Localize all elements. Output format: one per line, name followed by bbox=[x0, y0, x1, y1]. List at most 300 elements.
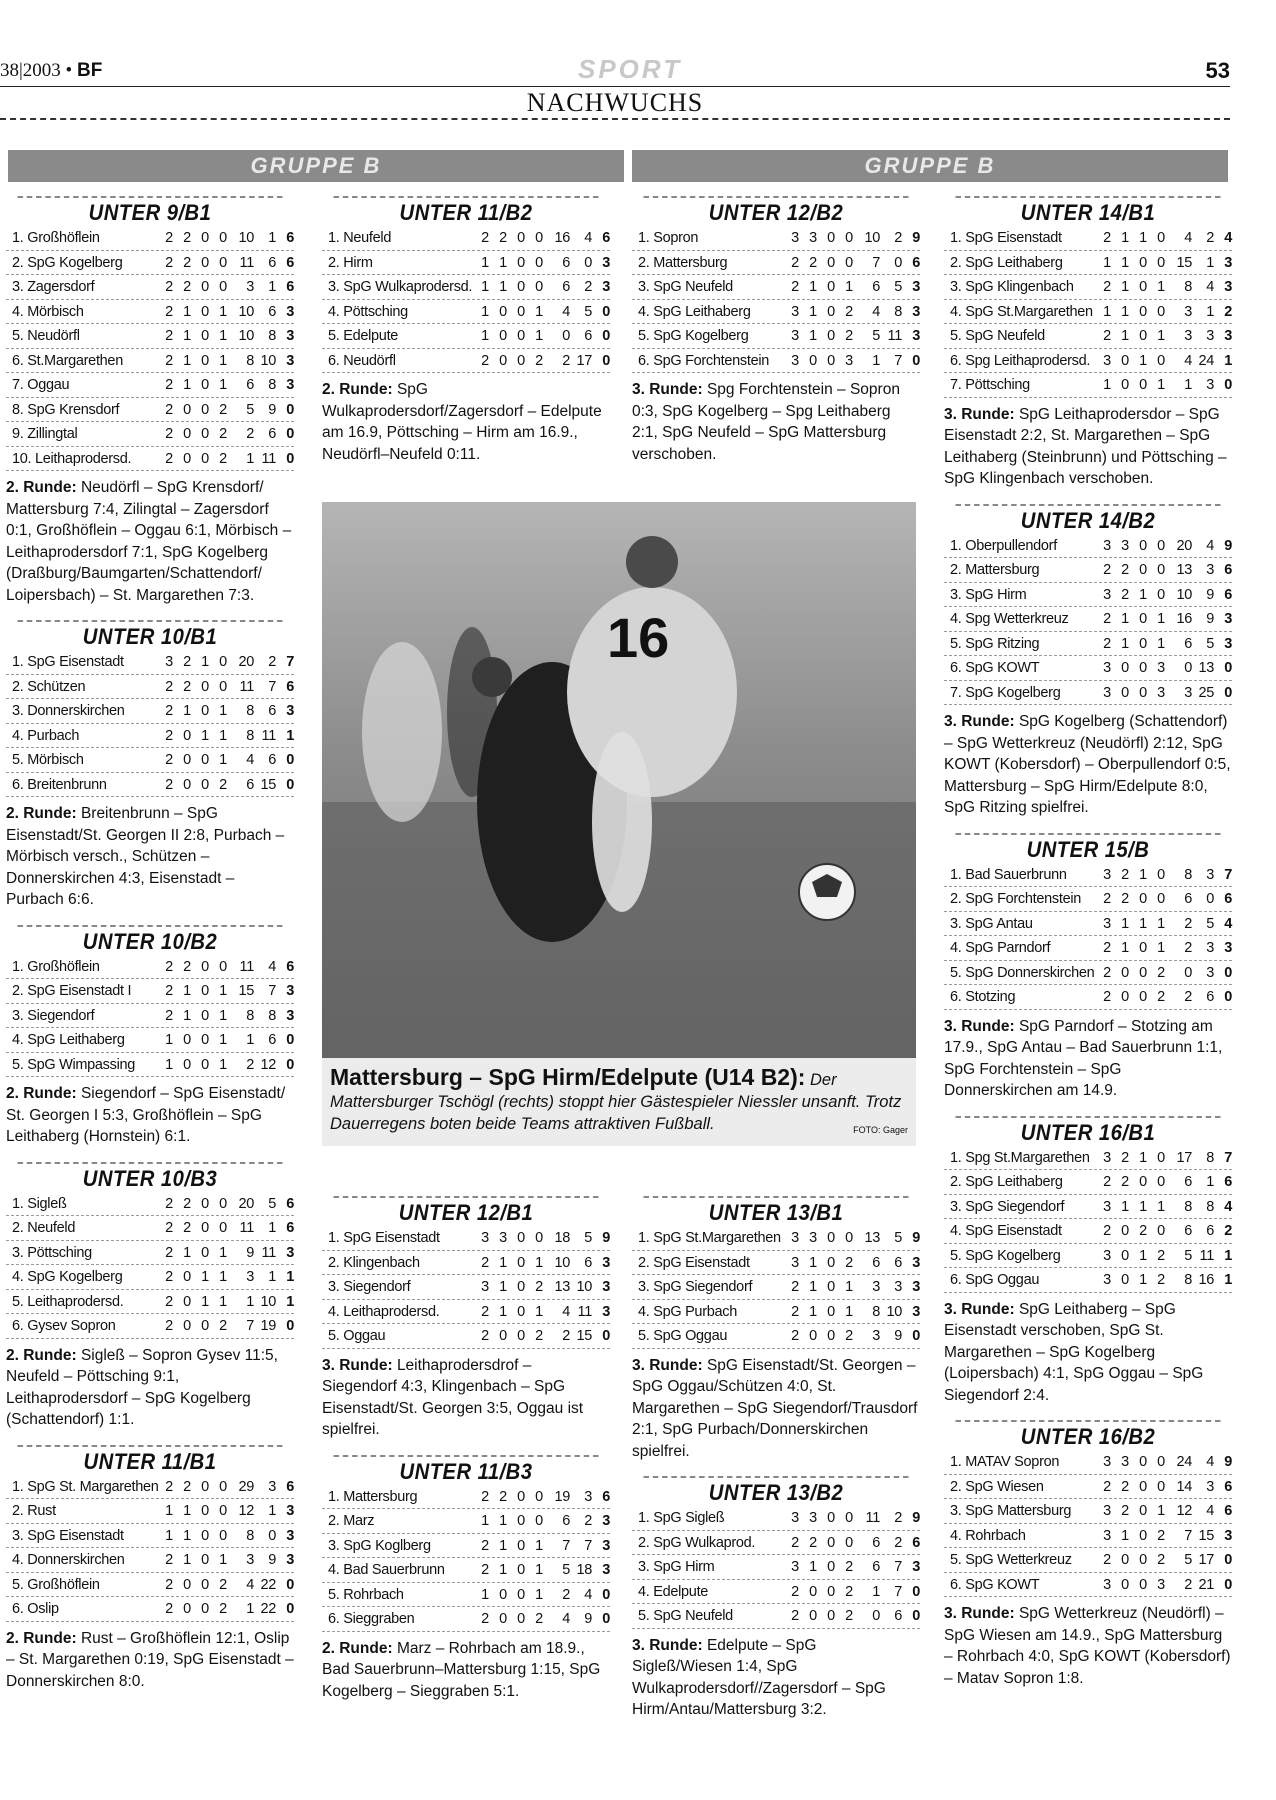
goals-for: 4 bbox=[562, 303, 570, 320]
games: 3 bbox=[791, 1254, 799, 1271]
losses: 1 bbox=[219, 752, 227, 768]
table-row bbox=[944, 1573, 1232, 1598]
wins: 2 bbox=[1121, 1503, 1129, 1519]
standings-table bbox=[944, 196, 1232, 490]
table-row bbox=[944, 1548, 1232, 1573]
team-name: 7. Oggau bbox=[12, 377, 70, 393]
goals-against: 3 bbox=[1206, 377, 1214, 393]
team-name: 4. Purbach bbox=[12, 727, 80, 744]
team-name: 2. Schützen bbox=[12, 678, 86, 695]
goals-for: 13 bbox=[1176, 562, 1192, 578]
points: 3 bbox=[912, 1303, 920, 1320]
games: 1 bbox=[165, 1056, 173, 1073]
goals-for: 13 bbox=[864, 1230, 880, 1246]
standings-table bbox=[632, 196, 920, 465]
goals-for: 12 bbox=[238, 1503, 254, 1519]
losses: 0 bbox=[535, 254, 543, 271]
goals-against: 9 bbox=[584, 1611, 592, 1627]
losses: 2 bbox=[535, 1328, 543, 1344]
losses: 2 bbox=[535, 1611, 543, 1627]
goals-against: 9 bbox=[1206, 611, 1214, 627]
team-name: 1. MATAV Sopron bbox=[950, 1454, 1060, 1470]
table-title: UNTER 10/B2 bbox=[18, 925, 283, 955]
table-title: UNTER 9/B1 bbox=[18, 196, 283, 226]
goals-for: 8 bbox=[1184, 1198, 1192, 1215]
wins: 0 bbox=[1121, 684, 1129, 701]
team-name: 2. SpG Leithaberg bbox=[950, 1174, 1063, 1190]
wins: 1 bbox=[809, 328, 817, 344]
draws: 0 bbox=[1139, 1174, 1147, 1190]
goals-against: 1 bbox=[268, 279, 276, 295]
goals-against: 6 bbox=[268, 1032, 276, 1048]
draws: 0 bbox=[1139, 303, 1147, 320]
goals-for: 13 bbox=[554, 1279, 570, 1295]
table-row bbox=[6, 1573, 294, 1598]
losses: 0 bbox=[1157, 1149, 1165, 1166]
table-row bbox=[6, 1597, 294, 1622]
team-name: 5. SpG Ritzing bbox=[950, 635, 1040, 652]
group-banner-left: GRUPPE B bbox=[8, 150, 624, 182]
wins: 1 bbox=[1121, 611, 1129, 627]
round-results bbox=[6, 1083, 294, 1148]
team-name: 3. SpG Eisenstadt bbox=[12, 1527, 124, 1544]
games: 2 bbox=[1103, 328, 1111, 344]
goals-for: 6 bbox=[1184, 891, 1192, 907]
points: 1 bbox=[286, 1293, 294, 1310]
points: 6 bbox=[1224, 562, 1232, 578]
points: 0 bbox=[912, 352, 920, 369]
goals-for: 6 bbox=[246, 377, 254, 393]
team-name: 6. SpG Oggau bbox=[950, 1272, 1040, 1288]
games: 3 bbox=[1103, 1527, 1111, 1544]
draws: 0 bbox=[1139, 377, 1147, 393]
goals-for: 24 bbox=[1176, 1454, 1192, 1470]
wins: 2 bbox=[499, 1488, 507, 1505]
goals-for: 1 bbox=[1184, 377, 1192, 393]
goals-for: 11 bbox=[239, 678, 254, 695]
games: 2 bbox=[165, 377, 173, 393]
wins: 1 bbox=[499, 1537, 507, 1554]
games: 3 bbox=[1103, 1198, 1111, 1215]
goals-against: 6 bbox=[268, 703, 276, 719]
points: 0 bbox=[286, 401, 294, 418]
wins: 2 bbox=[183, 1478, 191, 1495]
table-row bbox=[944, 583, 1232, 608]
team-name: 3. SpG Wulkaprodersd. bbox=[328, 279, 473, 295]
goals-against: 1 bbox=[1206, 303, 1214, 320]
games: 2 bbox=[165, 703, 173, 719]
table-row bbox=[6, 1499, 294, 1524]
team-name: 4. SpG Leithaberg bbox=[12, 1032, 125, 1048]
goals-for: 5 bbox=[1184, 1247, 1192, 1264]
team-name: 4. SpG Eisenstadt bbox=[950, 1223, 1062, 1239]
table-row bbox=[944, 1219, 1232, 1244]
table-row bbox=[944, 1195, 1232, 1220]
games: 2 bbox=[791, 1279, 799, 1295]
wins: 2 bbox=[183, 678, 191, 695]
table-row bbox=[6, 1524, 294, 1549]
draws: 0 bbox=[827, 1254, 835, 1271]
draws: 0 bbox=[1139, 964, 1147, 981]
points: 3 bbox=[602, 1537, 610, 1554]
goals-for: 11 bbox=[865, 1510, 880, 1526]
team-name: 1. SpG St.Margarethen bbox=[638, 1230, 781, 1246]
goals-for: 8 bbox=[1184, 1272, 1192, 1288]
goals-against: 11 bbox=[1199, 1247, 1214, 1264]
games: 2 bbox=[791, 1583, 799, 1600]
team-name: 3. SpG Mattersburg bbox=[950, 1503, 1072, 1519]
round-text: SpG Wetterkreuz (Neudörfl) – SpG Wiesen am 14.9., SpG Mattersburg – Rohrbach 4:0, SpG KOWT (Kobersdorf) – Matav Sopron 1:8. bbox=[944, 1605, 1231, 1687]
round-label: 3. Runde: bbox=[322, 1356, 393, 1374]
round-text: SpG Kogelberg (Schattendorf) – SpG Wetterkreuz (Neudörfl) 2:12, SpG KOWT (Kobersdorf) – Oberpullendorf 0:5, Mattersburg – SpG Hirm/Edelpute 8:0, SpG Ritzing spielfrei. bbox=[944, 713, 1231, 816]
games: 2 bbox=[165, 328, 173, 344]
table-row bbox=[6, 979, 294, 1004]
games: 3 bbox=[1103, 1247, 1111, 1264]
losses: 1 bbox=[219, 1007, 227, 1024]
round-label: 3. Runde: bbox=[944, 1300, 1015, 1318]
team-name: 1. Spg St.Margarethen bbox=[950, 1149, 1090, 1166]
wins: 1 bbox=[499, 279, 507, 295]
losses: 2 bbox=[845, 1583, 853, 1600]
goals-against: 25 bbox=[1198, 684, 1214, 701]
draws: 0 bbox=[827, 1328, 835, 1344]
wins: 2 bbox=[1121, 586, 1129, 603]
goals-against: 10 bbox=[886, 1303, 902, 1320]
points: 3 bbox=[1224, 254, 1232, 271]
wins: 1 bbox=[1121, 303, 1129, 320]
wins: 2 bbox=[183, 654, 191, 670]
goals-for: 5 bbox=[872, 328, 880, 344]
table-row bbox=[632, 1251, 920, 1276]
points: 6 bbox=[286, 1195, 294, 1212]
goals-for: 1 bbox=[246, 450, 254, 467]
wins: 1 bbox=[499, 1562, 507, 1578]
goals-for: 0 bbox=[562, 328, 570, 344]
goals-for: 0 bbox=[1184, 964, 1192, 981]
draws: 0 bbox=[1139, 1503, 1147, 1519]
draws: 0 bbox=[827, 230, 835, 246]
games: 3 bbox=[481, 1279, 489, 1295]
losses: 0 bbox=[1157, 254, 1165, 271]
table-row bbox=[6, 1265, 294, 1290]
goals-against: 12 bbox=[260, 1056, 276, 1073]
goals-against: 6 bbox=[584, 1254, 592, 1271]
games: 2 bbox=[1103, 1223, 1111, 1239]
round-label: 2. Runde: bbox=[322, 381, 393, 398]
goals-for: 3 bbox=[246, 279, 254, 295]
goals-for: 4 bbox=[562, 1611, 570, 1627]
standings-table bbox=[944, 504, 1232, 819]
table-row bbox=[944, 534, 1232, 559]
goals-for: 1 bbox=[872, 1583, 880, 1600]
team-name: 3. SpG Siegendorf bbox=[950, 1198, 1065, 1215]
team-name: 3. SpG Klingenbach bbox=[950, 279, 1074, 295]
games: 3 bbox=[481, 1230, 489, 1246]
team-name: 4. Bad Sauerbrunn bbox=[328, 1562, 445, 1578]
table-row bbox=[632, 1300, 920, 1325]
team-name: 4. Donnerskirchen bbox=[12, 1552, 125, 1568]
wins: 3 bbox=[1121, 1454, 1129, 1470]
round-label: 2. Runde: bbox=[6, 1085, 77, 1102]
table-row bbox=[322, 1607, 610, 1632]
draws: 0 bbox=[201, 1007, 209, 1024]
wins: 0 bbox=[1121, 660, 1129, 676]
losses: 2 bbox=[845, 303, 853, 320]
losses: 2 bbox=[845, 1254, 853, 1271]
losses: 1 bbox=[535, 328, 543, 344]
standings-table bbox=[6, 925, 294, 1148]
goals-against: 0 bbox=[894, 254, 902, 271]
wins: 2 bbox=[1121, 1149, 1129, 1166]
goals-against: 8 bbox=[268, 1007, 276, 1024]
wins: 1 bbox=[1121, 254, 1129, 271]
goals-for: 4 bbox=[562, 1303, 570, 1320]
goals-against: 2 bbox=[894, 1510, 902, 1526]
points: 6 bbox=[602, 230, 610, 246]
goals-for: 8 bbox=[246, 1527, 254, 1544]
points: 0 bbox=[912, 1583, 920, 1600]
points: 0 bbox=[1224, 377, 1232, 393]
round-label: 3. Runde: bbox=[944, 1017, 1015, 1035]
points: 3 bbox=[286, 1244, 294, 1261]
round-results bbox=[6, 1345, 294, 1431]
goals-for: 8 bbox=[246, 1007, 254, 1024]
goals-against: 5 bbox=[584, 303, 592, 320]
goals-for: 11 bbox=[239, 1220, 254, 1236]
games: 3 bbox=[1103, 1503, 1111, 1519]
games: 3 bbox=[1103, 537, 1111, 554]
goals-for: 1 bbox=[246, 1032, 254, 1048]
points: 3 bbox=[286, 1552, 294, 1568]
team-name: 3. SpG Koglberg bbox=[328, 1537, 431, 1554]
games: 2 bbox=[165, 1195, 173, 1212]
games: 2 bbox=[791, 1328, 799, 1344]
draws: 0 bbox=[1139, 891, 1147, 907]
wins: 0 bbox=[183, 450, 191, 467]
table-row bbox=[944, 961, 1232, 986]
goals-for: 6 bbox=[1184, 1223, 1192, 1239]
goals-for: 4 bbox=[1184, 230, 1192, 246]
table-row bbox=[6, 650, 294, 675]
games: 3 bbox=[791, 328, 799, 344]
losses: 0 bbox=[845, 254, 853, 271]
draws: 0 bbox=[517, 328, 525, 344]
goals-against: 8 bbox=[268, 328, 276, 344]
goals-for: 3 bbox=[1184, 684, 1192, 701]
table-row bbox=[632, 1531, 920, 1556]
wins: 1 bbox=[183, 303, 191, 320]
draws: 0 bbox=[517, 1279, 525, 1295]
goals-against: 6 bbox=[268, 426, 276, 442]
table-row bbox=[6, 275, 294, 300]
wins: 0 bbox=[183, 1601, 191, 1617]
games: 2 bbox=[165, 752, 173, 768]
losses: 0 bbox=[219, 279, 227, 295]
round-text: SpG Wulkaprodersdorf/Zagersdorf – Edelpute am 16.9, Pöttsching – Hirm am 16.9., Neudörfl–Neufeld 0:11. bbox=[322, 381, 602, 463]
draws: 0 bbox=[201, 1503, 209, 1519]
wins: 0 bbox=[499, 303, 507, 320]
games: 2 bbox=[1103, 940, 1111, 956]
points: 0 bbox=[1224, 1552, 1232, 1568]
team-name: 6. St.Margarethen bbox=[12, 352, 123, 369]
table-row bbox=[944, 1475, 1232, 1500]
round-label: 3. Runde: bbox=[632, 381, 703, 398]
wins: 0 bbox=[1121, 1552, 1129, 1568]
points: 4 bbox=[1224, 230, 1232, 246]
points: 4 bbox=[1224, 915, 1232, 932]
losses: 1 bbox=[219, 1244, 227, 1261]
draws: 0 bbox=[517, 1488, 525, 1505]
goals-against: 4 bbox=[1206, 537, 1214, 554]
round-label: 3. Runde: bbox=[632, 1636, 703, 1654]
team-name: 2. Rust bbox=[12, 1503, 56, 1519]
team-name: 6. Spg Leithaprodersd. bbox=[950, 352, 1091, 369]
table-title: UNTER 16/B2 bbox=[956, 1420, 1221, 1450]
points: 7 bbox=[1224, 1149, 1232, 1166]
draws: 0 bbox=[201, 678, 209, 695]
round-label: 3. Runde: bbox=[944, 1605, 1015, 1622]
goals-against: 15 bbox=[1198, 1527, 1214, 1544]
table-row bbox=[632, 1324, 920, 1349]
wins: 0 bbox=[183, 1032, 191, 1048]
goals-for: 6 bbox=[872, 1559, 880, 1575]
points: 6 bbox=[286, 678, 294, 695]
goals-for: 2 bbox=[562, 1586, 570, 1603]
team-name: 5. SpG Oggau bbox=[638, 1328, 728, 1344]
table-row bbox=[6, 1314, 294, 1339]
points: 9 bbox=[1224, 537, 1232, 554]
losses: 1 bbox=[535, 1537, 543, 1554]
table-row bbox=[944, 226, 1232, 251]
goals-against: 3 bbox=[1206, 328, 1214, 344]
table-row bbox=[6, 324, 294, 349]
games: 2 bbox=[1103, 230, 1111, 246]
table-row bbox=[944, 607, 1232, 632]
wins: 1 bbox=[1121, 635, 1129, 652]
games: 2 bbox=[1103, 611, 1111, 627]
team-name: 2. SpG Eisenstadt bbox=[638, 1254, 750, 1271]
round-text: SpG Eisenstadt/St. Georgen – SpG Oggau/Schützen 4:0, St. Margarethen – SpG Siegendorf/Trausdorf 2:1, SpG Purbach/Donnerskirchen spielfrei. bbox=[632, 1356, 918, 1460]
losses: 1 bbox=[1157, 915, 1165, 932]
draws: 0 bbox=[201, 1195, 209, 1212]
table-title: UNTER 11/B3 bbox=[334, 1455, 599, 1485]
draws: 0 bbox=[201, 1244, 209, 1261]
goals-against: 3 bbox=[1206, 1478, 1214, 1495]
table-row bbox=[6, 1004, 294, 1029]
team-name: 4. SpG Leithaberg bbox=[638, 303, 751, 320]
draws: 0 bbox=[1139, 1454, 1147, 1470]
round-text: Neudörfl – SpG Krensdorf/ Mattersburg 7:4, Zilingtal – Zagersdorf 0:1, Großhöflein – Oggau 6:1, Mörbisch – Leithaprodersdorf 7:1, SpG Kogelberg (Draßburg/Baumgarten/Schattendorf/ Loipersbach) – St. Margarethen 7:3. bbox=[6, 479, 292, 604]
games: 3 bbox=[1103, 1149, 1111, 1166]
table-row bbox=[6, 422, 294, 447]
table-row bbox=[944, 632, 1232, 657]
games: 2 bbox=[165, 1220, 173, 1236]
wins: 0 bbox=[499, 352, 507, 369]
points: 0 bbox=[1224, 964, 1232, 981]
points: 3 bbox=[1224, 635, 1232, 652]
losses: 0 bbox=[219, 1220, 227, 1236]
wins: 1 bbox=[183, 1527, 191, 1544]
losses: 2 bbox=[1157, 989, 1165, 1005]
team-name: 1. Mattersburg bbox=[328, 1488, 418, 1505]
team-name: 6. SpG KOWT bbox=[950, 1576, 1040, 1593]
table-row bbox=[322, 1509, 610, 1534]
goals-against: 4 bbox=[584, 1586, 592, 1603]
table-row bbox=[944, 1524, 1232, 1549]
goals-against: 9 bbox=[268, 1552, 276, 1568]
draws: 0 bbox=[1139, 989, 1147, 1005]
table-row bbox=[944, 1450, 1232, 1475]
round-text: Edelpute – SpG Sigleß/Wiesen 1:4, SpG Wulkaprodersdorf//Zagersdorf – SpG Hirm/Antau/Mattersburg 3:2. bbox=[632, 1636, 886, 1718]
table-title: UNTER 12/B1 bbox=[334, 1196, 599, 1226]
wins: 1 bbox=[1121, 328, 1129, 344]
draws: 1 bbox=[1139, 1247, 1147, 1264]
games: 2 bbox=[165, 426, 173, 442]
table-row bbox=[632, 1226, 920, 1251]
team-name: 2. SpG Wiesen bbox=[950, 1478, 1044, 1495]
draws: 1 bbox=[1139, 230, 1147, 246]
games: 1 bbox=[481, 1586, 489, 1603]
goals-against: 0 bbox=[1206, 891, 1214, 907]
draws: 0 bbox=[517, 1513, 525, 1529]
goals-for: 4 bbox=[246, 752, 254, 768]
wins: 1 bbox=[499, 254, 507, 271]
team-name: 4. Spg Wetterkreuz bbox=[950, 611, 1069, 627]
table-row bbox=[632, 226, 920, 251]
table-title: UNTER 12/B2 bbox=[644, 196, 909, 226]
draws: 0 bbox=[1139, 1552, 1147, 1568]
column-3 bbox=[632, 196, 920, 479]
points: 0 bbox=[286, 752, 294, 768]
goals-for: 2 bbox=[1184, 915, 1192, 932]
team-name: 6. Oslip bbox=[12, 1601, 59, 1617]
team-name: 6. SpG KOWT bbox=[950, 660, 1040, 676]
games: 1 bbox=[481, 1513, 489, 1529]
losses: 1 bbox=[1157, 279, 1165, 295]
team-name: 2. SpG Eisenstadt I bbox=[12, 983, 132, 999]
wins: 2 bbox=[183, 1195, 191, 1212]
team-name: 9. Zillingtal bbox=[12, 426, 78, 442]
goals-for: 3 bbox=[872, 1328, 880, 1344]
losses: 2 bbox=[219, 426, 227, 442]
losses: 1 bbox=[219, 377, 227, 393]
losses: 2 bbox=[219, 1576, 227, 1593]
draws: 0 bbox=[517, 352, 525, 369]
goals-against: 2 bbox=[894, 230, 902, 246]
losses: 0 bbox=[845, 1230, 853, 1246]
losses: 0 bbox=[1157, 562, 1165, 578]
wins: 1 bbox=[183, 1503, 191, 1519]
losses: 1 bbox=[219, 1552, 227, 1568]
table-row bbox=[944, 324, 1232, 349]
games: 3 bbox=[791, 352, 799, 369]
draws: 0 bbox=[1139, 684, 1147, 701]
draws: 0 bbox=[827, 303, 835, 320]
goals-for: 5 bbox=[246, 401, 254, 418]
losses: 0 bbox=[219, 1478, 227, 1495]
standings-table bbox=[6, 1162, 294, 1431]
points: 2 bbox=[1224, 303, 1232, 320]
goals-against: 10 bbox=[576, 1279, 592, 1295]
team-name: 1. Neufeld bbox=[328, 230, 392, 246]
losses: 1 bbox=[219, 1032, 227, 1048]
draws: 0 bbox=[201, 1220, 209, 1236]
points: 3 bbox=[286, 352, 294, 369]
goals-for: 6 bbox=[872, 279, 880, 295]
team-name: 3. Zagersdorf bbox=[12, 279, 95, 295]
draws: 0 bbox=[517, 1586, 525, 1603]
draws: 0 bbox=[201, 1032, 209, 1048]
